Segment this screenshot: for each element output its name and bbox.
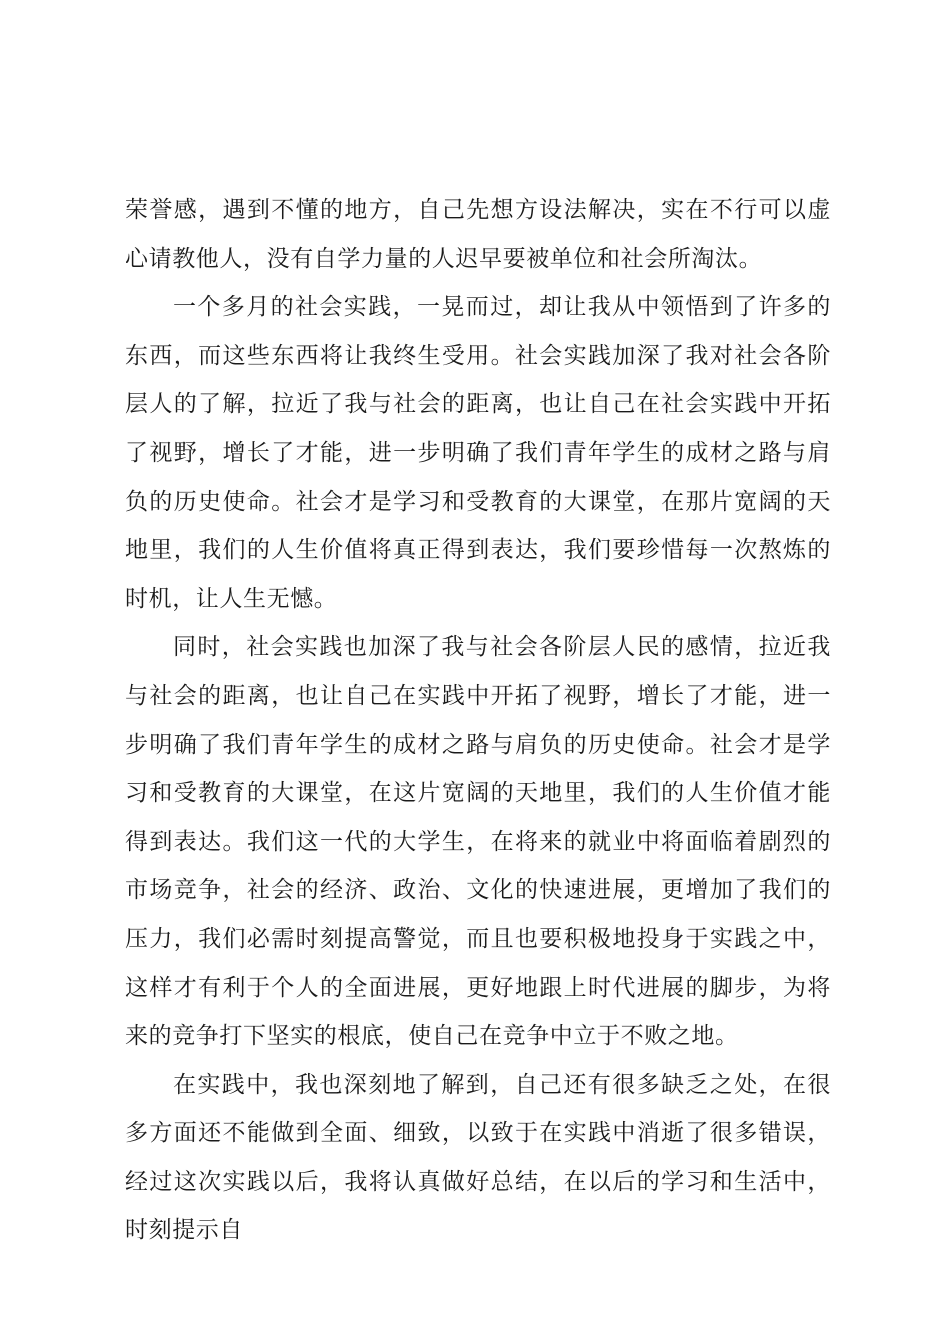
paragraph-social-practice-feelings: 同时，社会实践也加深了我与社会各阶层人民的感情，拉近我与社会的距离，也让自己在实践中开拓了视野，增长了才能，进一步明确了我们青年学生的成材之路与肩负的历史使命。社会才是学习和受教育的大课堂，在这片宽阔的天地里，我们的人生价值才能得到表达。我们这一代的大学生，在将来的就业中将面临着剧烈的市场竞争，社会的经济、政治、文化的快速进展，更增加了我们的压力，我们必需时刻提高警觉，而且也要积极地投身于实践之中，这样才有利于个人的全面进展，更好地跟上时代进展的脚步，为将来的竞争打下坚实的根底，使自己在竞争中立于不败之地。 [125,634,831,1050]
paragraph-social-practice-reflection: 一个多月的社会实践，一晃而过，却让我从中领悟到了许多的东西，而这些东西将让我终生受用。社会实践加深了我对社会各阶层人的了解，拉近了我与社会的距离，也让自己在社会实践中开拓了视野，增长了才能，进一步明确了我们青年学生的成材之路与肩负的历史使命。社会才是学习和受教育的大课堂，在那片宽阔的天地里，我们的人生价值将真正得到表达，我们要珍惜每一次熬炼的时机，让人生无憾。 [125,294,831,612]
paragraph-continuation: 荣誉感，遇到不懂的地方，自己先想方设法解决，实在不行可以虚心请教他人，没有自学力量的人迟早要被单位和社会所淘汰。 [125,197,831,272]
document-body [125,186,831,1255]
paragraph-shortcomings: 在实践中，我也深刻地了解到，自己还有很多缺乏之处，在很多方面还不能做到全面、细致，以致于在实践中消逝了很多错误，经过这次实践以后，我将认真做好总结，在以后的学习和生活中，时刻提示自 [125,1071,831,1244]
